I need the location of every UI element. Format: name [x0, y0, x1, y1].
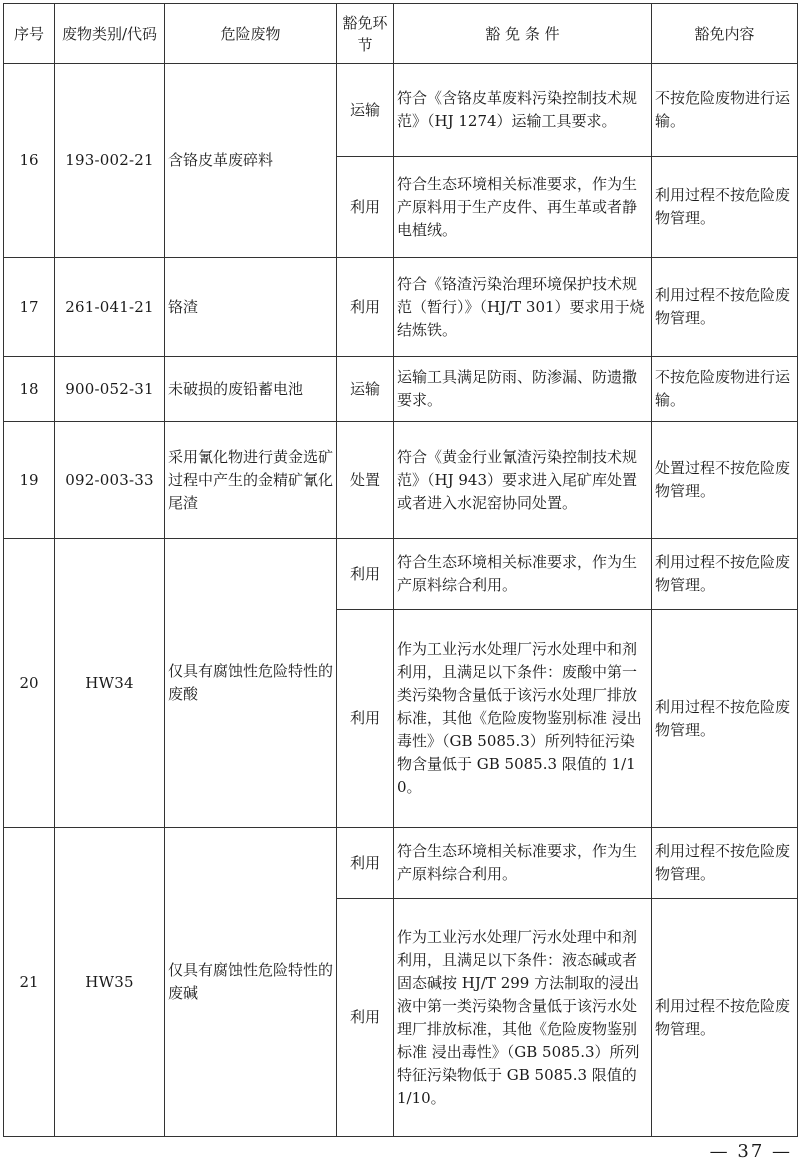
code-cell: HW34: [55, 539, 165, 828]
condition-cell: 作为工业污水处理厂污水处理中和剂利用，且满足以下条件：废酸中第一类污染物含量低于该污水处理厂排放标准，其他《危险废物鉴别标准 浸出毒性》（GB 5085.3）所列特征污染物含量低于 GB 5085.3 限值的 1/10。: [394, 610, 652, 828]
content-cell: 利用过程不按危险废物管理。: [652, 157, 798, 258]
seq-cell: 18: [4, 357, 55, 422]
waste-cell: 采用氰化物进行黄金选矿过程中产生的金精矿氰化尾渣: [165, 422, 337, 539]
seq-cell: 19: [4, 422, 55, 539]
content-cell: 利用过程不按危险废物管理。: [652, 899, 798, 1137]
header-row: [4, 4, 798, 64]
table-row: [4, 422, 798, 539]
stage-cell: 利用: [337, 258, 394, 357]
seq-cell: 21: [4, 828, 55, 1137]
code-cell: 900-052-31: [55, 357, 165, 422]
condition-cell: 符合《铬渣污染治理环境保护技术规范（暂行）》（HJ/T 301）要求用于烧结炼铁。: [394, 258, 652, 357]
stage-cell: 利用: [337, 899, 394, 1137]
header-waste: 危险废物: [165, 4, 337, 64]
condition-cell: 符合《含铬皮革废料污染控制技术规范》（HJ 1274）运输工具要求。: [394, 64, 652, 157]
content-cell: 处置过程不按危险废物管理。: [652, 422, 798, 539]
table-row: [4, 539, 798, 610]
header-content: 豁免内容: [652, 4, 798, 64]
stage-cell: 运输: [337, 64, 394, 157]
waste-cell: 含铬皮革废碎料: [165, 64, 337, 258]
exemption-table: [3, 3, 798, 1137]
header-condition: 豁 免 条 件: [394, 4, 652, 64]
page-number: — 37 —: [709, 1141, 792, 1162]
seq-cell: 16: [4, 64, 55, 258]
table-row: [4, 357, 798, 422]
content-cell: 利用过程不按危险废物管理。: [652, 258, 798, 357]
seq-cell: 17: [4, 258, 55, 357]
header-stage: 豁免环节: [337, 4, 394, 64]
content-cell: 利用过程不按危险废物管理。: [652, 539, 798, 610]
content-cell: 利用过程不按危险废物管理。: [652, 828, 798, 899]
code-cell: 193-002-21: [55, 64, 165, 258]
header-code: 废物类别/代码: [55, 4, 165, 64]
code-cell: 092-003-33: [55, 422, 165, 539]
stage-cell: 利用: [337, 157, 394, 258]
content-cell: 不按危险废物进行运输。: [652, 357, 798, 422]
waste-cell: 仅具有腐蚀性危险特性的废酸: [165, 539, 337, 828]
table-row: [4, 258, 798, 357]
stage-cell: 处置: [337, 422, 394, 539]
condition-cell: 符合生态环境相关标准要求，作为生产原料综合利用。: [394, 828, 652, 899]
content-cell: 利用过程不按危险废物管理。: [652, 610, 798, 828]
stage-cell: 利用: [337, 610, 394, 828]
table-row: [4, 64, 798, 157]
condition-cell: 符合生态环境相关标准要求，作为生产原料综合利用。: [394, 539, 652, 610]
header-seq: 序号: [4, 4, 55, 64]
stage-cell: 利用: [337, 828, 394, 899]
stage-cell: 利用: [337, 539, 394, 610]
waste-cell: 未破损的废铅蓄电池: [165, 357, 337, 422]
stage-cell: 运输: [337, 357, 394, 422]
content-cell: 不按危险废物进行运输。: [652, 64, 798, 157]
seq-cell: 20: [4, 539, 55, 828]
condition-cell: 符合《黄金行业氰渣污染控制技术规范》（HJ 943）要求进入尾矿库处置或者进入水泥窑协同处置。: [394, 422, 652, 539]
condition-cell: 符合生态环境相关标准要求，作为生产原料用于生产皮件、再生革或者静电植绒。: [394, 157, 652, 258]
waste-cell: 铬渣: [165, 258, 337, 357]
condition-cell: 作为工业污水处理厂污水处理中和剂利用，且满足以下条件：液态碱或者固态碱按 HJ/T 299 方法制取的浸出液中第一类污染物含量低于该污水处理厂排放标准，其他《危险废物鉴别标准 浸出毒性》（GB 5085.3）所列特征污染物低于 GB 5085.3 限值的 1/10。: [394, 899, 652, 1137]
table-row: [4, 828, 798, 899]
code-cell: HW35: [55, 828, 165, 1137]
waste-cell: 仅具有腐蚀性危险特性的废碱: [165, 828, 337, 1137]
condition-cell: 运输工具满足防雨、防渗漏、防遗撒要求。: [394, 357, 652, 422]
code-cell: 261-041-21: [55, 258, 165, 357]
